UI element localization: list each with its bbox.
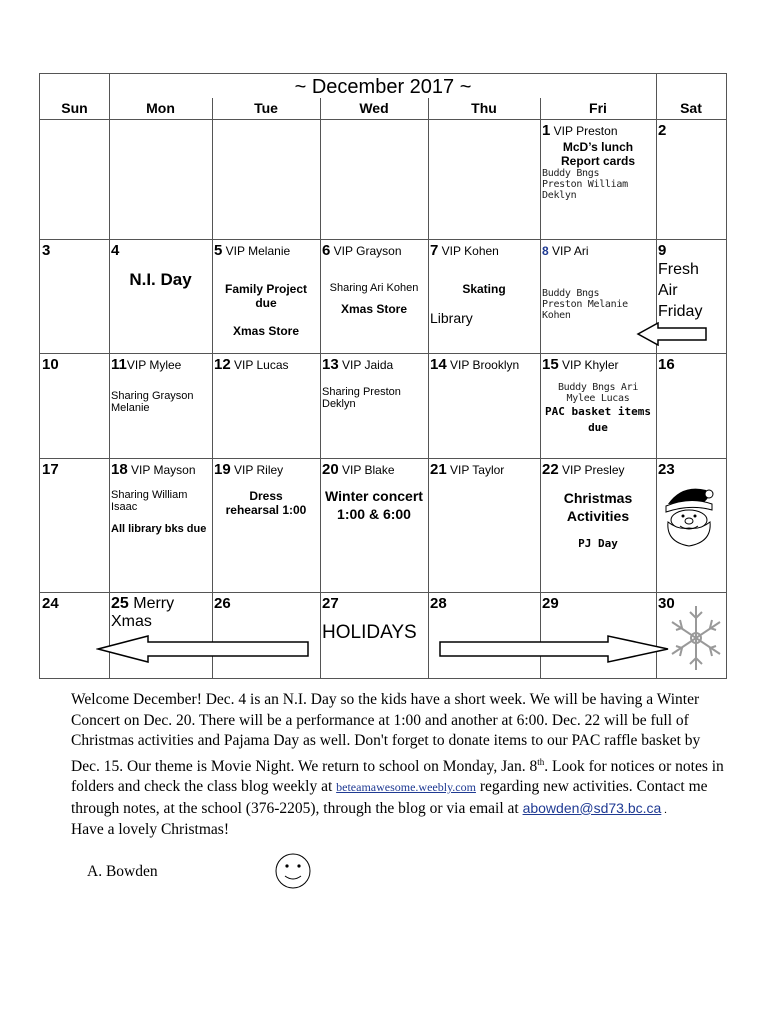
- email-link[interactable]: abowden@sd73.bc.ca: [522, 799, 662, 816]
- day-cell-27: [320, 593, 428, 678]
- day-number: 16: [658, 356, 675, 373]
- day-number: 10: [42, 356, 59, 373]
- day-name-thu: Thu: [471, 100, 497, 116]
- day-cell-16: [656, 354, 726, 458]
- event-note: Sharing Grayson Melanie: [111, 390, 194, 414]
- letter-text: . Look for notices or notes in folders and check the class blog weekly at: [71, 757, 724, 796]
- day-cell-12: [212, 354, 320, 458]
- vip-label: VIP Ari: [548, 244, 589, 258]
- day-cell-15: [540, 354, 656, 458]
- day-number: 11: [111, 356, 127, 373]
- vip-label: VIP Melanie: [222, 244, 291, 258]
- event-note: Christmas Activities: [563, 490, 633, 524]
- day-name-tue: Tue: [254, 100, 278, 116]
- day-cell-17: [40, 459, 109, 592]
- day-cell-5: [212, 240, 320, 353]
- vip-label: VIP Khyler: [558, 358, 619, 372]
- vip-label: VIP Presley: [558, 463, 625, 477]
- arrow-right-icon: [438, 634, 670, 664]
- day-number: 27: [322, 595, 339, 612]
- day-number: 20: [322, 461, 339, 478]
- day-cell-21: [428, 459, 540, 592]
- calendar: [39, 73, 727, 679]
- event-note: Fresh Air Friday: [658, 261, 703, 320]
- event-note: Library: [430, 310, 473, 326]
- day-number: 7: [430, 242, 439, 259]
- day-cell-7: [428, 240, 540, 353]
- event-note: Skating: [462, 282, 506, 296]
- day-number: 19: [214, 461, 231, 478]
- day-cell-19: [212, 459, 320, 592]
- day-number: 4: [111, 242, 120, 259]
- event-note: PJ Day: [578, 537, 618, 550]
- buddy-note: Buddy Bngs: [542, 168, 600, 179]
- arrow-left-icon: [96, 634, 310, 664]
- arrow-left-icon: [636, 322, 708, 346]
- event-note: Dress rehearsal 1:00: [225, 489, 307, 517]
- day-name-wed: Wed: [359, 100, 389, 116]
- event-note: McD’s lunch: [562, 140, 634, 154]
- day-number: 26: [214, 595, 231, 612]
- day-cell-13: [320, 354, 428, 458]
- snowflake-icon: [668, 602, 724, 674]
- letter-sup: th: [537, 756, 545, 767]
- day-number: 25: [111, 595, 129, 612]
- day-number: 12: [214, 356, 231, 373]
- day-number: 30: [658, 595, 675, 612]
- event-note: Sharing William Isaac: [111, 489, 188, 513]
- letter-text: regarding new activities. Contact me through notes, at the school (376-2205), through the blog or via email at: [71, 778, 708, 817]
- day-number: 8: [542, 244, 549, 258]
- vip-label: VIP Taylor: [446, 463, 505, 477]
- letter-text: .: [661, 803, 667, 816]
- day-cell-2: [656, 120, 726, 239]
- day-cell-6: [320, 240, 428, 353]
- letter-closing: Have a lovely Christmas!: [71, 821, 229, 839]
- vip-label: VIP Kohen: [438, 244, 499, 258]
- buddy-note: Preston Melanie: [542, 299, 628, 310]
- day-number: 17: [42, 461, 59, 478]
- day-number: 14: [430, 356, 447, 373]
- event-note: Winter concert 1:00 & 6:00: [325, 488, 423, 522]
- day-number: 29: [542, 595, 559, 612]
- day-cell-20: [320, 459, 428, 592]
- day-number: 21: [430, 461, 447, 478]
- vip-label: VIP Jaida: [338, 358, 394, 372]
- day-name-sun: Sun: [61, 100, 88, 116]
- day-number: 22: [542, 461, 559, 478]
- calendar-title: ~ December 2017 ~: [294, 76, 472, 98]
- day-number: 15: [542, 356, 559, 373]
- day-number: 23: [658, 461, 675, 478]
- event-note: N.I. Day: [129, 270, 192, 289]
- day-cell-22: [540, 459, 656, 592]
- event-note: Xmas Store: [340, 302, 408, 316]
- day-cell-4: [109, 240, 212, 353]
- blog-link[interactable]: beteamawesome.weebly.com: [336, 780, 476, 795]
- day-number: 9: [658, 242, 667, 259]
- vip-label: VIP Lucas: [230, 358, 289, 372]
- buddy-note: Kohen: [542, 310, 571, 321]
- buddy-note: Deklyn: [542, 190, 577, 201]
- day-number: 2: [658, 122, 667, 139]
- day-number: 13: [322, 356, 339, 373]
- buddy-note: Preston William: [542, 179, 628, 190]
- vip-label: VIP Mayson: [127, 463, 196, 477]
- event-note: Family Project due: [224, 282, 308, 310]
- day-name-sat: Sat: [680, 100, 702, 116]
- vip-label: VIP Riley: [230, 463, 284, 477]
- signature: A. Bowden: [87, 863, 158, 880]
- day-cell-11: [109, 354, 212, 458]
- event-note: Merry Xmas: [111, 595, 175, 630]
- event-note: Xmas Store: [232, 324, 300, 338]
- vip-label: VIP Brooklyn: [446, 358, 520, 372]
- event-note: Sharing Ari Kohen: [329, 282, 419, 294]
- letter-body: [71, 690, 731, 841]
- day-number: 28: [430, 595, 447, 612]
- vip-label: VIP Grayson: [330, 244, 402, 258]
- event-note: Report cards: [560, 154, 636, 168]
- smiley-icon: [274, 852, 312, 890]
- day-cell-3: [40, 240, 109, 353]
- day-name-fri: Fri: [589, 100, 607, 116]
- day-cell-18: [109, 459, 212, 592]
- day-cell-1: [540, 120, 656, 239]
- letter-text: Welcome December! Dec. 4 is an N.I. Day so the kids have a short week. We will be having a Winter Concert on Dec. 20. There will be a performance at 1:00 and another at 6:00. Dec. 22 will be full of Christmas activities and Pajama Day as well. Don't forget to donate items to our PAC raffle basket by Dec. 15. Our theme is Movie Night. We return to school on Monday, Jan. 8: [71, 691, 701, 775]
- buddy-note: Mylee Lucas: [566, 393, 630, 404]
- day-number: 6: [322, 242, 331, 259]
- day-number: 18: [111, 461, 128, 478]
- vip-label: VIP Blake: [338, 463, 395, 477]
- vip-label: VIP Preston: [550, 124, 618, 138]
- day-number: 3: [42, 242, 51, 259]
- vip-label: VIP Mylee: [126, 358, 182, 372]
- buddy-note: Buddy Bngs Ari: [557, 382, 639, 393]
- holidays-label: HOLIDAYS: [322, 622, 417, 643]
- day-cell-14: [428, 354, 540, 458]
- day-number: 1: [542, 122, 551, 139]
- day-number: 24: [42, 595, 59, 612]
- day-number: 5: [214, 242, 223, 259]
- event-note: All library bks due: [111, 523, 207, 535]
- day-cell-10: [40, 354, 109, 458]
- event-note: PAC basket items due: [545, 405, 651, 434]
- event-note: Sharing Preston Deklyn: [322, 386, 401, 410]
- day-name-mon: Mon: [146, 100, 175, 116]
- buddy-note: Buddy Bngs: [542, 288, 600, 299]
- santa-icon: [660, 482, 720, 548]
